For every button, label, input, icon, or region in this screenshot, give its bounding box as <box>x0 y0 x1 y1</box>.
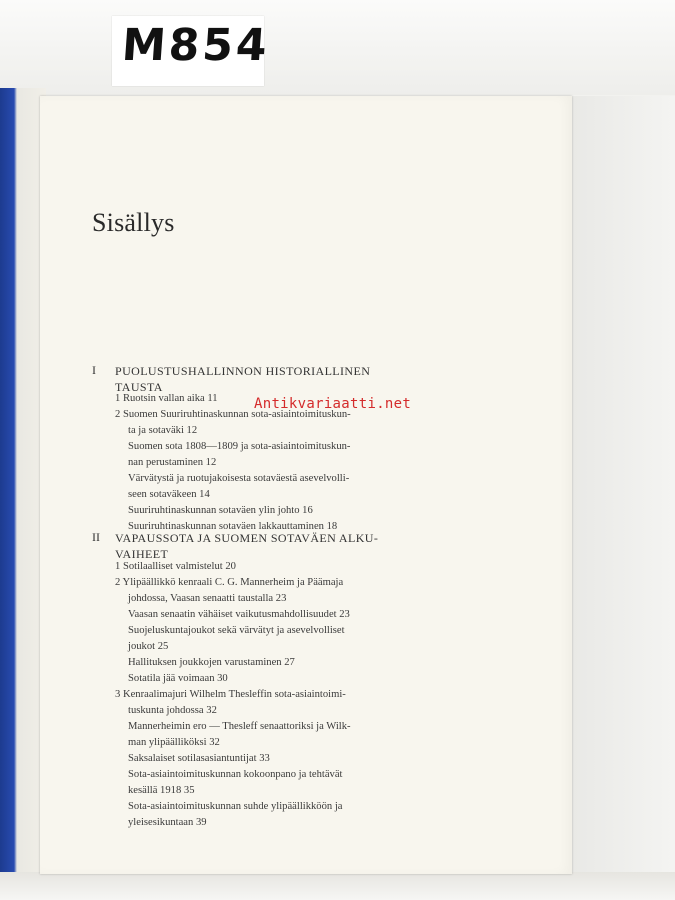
background-top <box>0 0 675 95</box>
toc-entry: ta ja sotaväki 12 <box>128 425 198 436</box>
chapter-number: II <box>92 530 100 544</box>
chapter-title-line: TAUSTA <box>115 380 163 394</box>
toc-entry: Vaasan senaatin vähäiset vaikutusmahdollisuudet 23 <box>128 609 350 620</box>
toc-entry: Suuriruhtinaskunnan sotaväen lakkauttaminen 18 <box>128 521 338 532</box>
toc-entry: 2 Ylipäällikkö kenraali C. G. Mannerheim ja Päämaja <box>115 577 344 588</box>
toc-entry: Suojeluskuntajoukot sekä värvätyt ja asevelvolliset <box>128 625 345 636</box>
toc-entry: johdossa, Vaasan senaatti taustalla 23 <box>128 593 287 604</box>
toc-entry: Suomen sota 1808—1809 ja sota-asiaintoimituskun- <box>128 441 351 452</box>
label-sticker <box>112 16 272 86</box>
toc-entry: tuskunta johdossa 32 <box>128 705 217 716</box>
toc-entry: Saksalaiset sotilasasiantuntijat 33 <box>128 753 270 764</box>
toc-entry: Sota-asiaintoimituskunnan suhde ylipäällikköön ja <box>128 801 343 812</box>
chapter-title-line: VAIHEET <box>115 547 169 561</box>
chapter-title-line: VAPAUSSOTA JA SUOMEN SOTAVÄEN ALKU- <box>115 531 379 545</box>
watermark-text: Antikvariaatti.net <box>254 396 412 412</box>
toc-entry: Hallituksen joukkojen varustaminen 27 <box>128 657 295 668</box>
toc-entry: man ylipäälliköksi 32 <box>128 737 220 748</box>
toc-entry: nan perustaminen 12 <box>128 457 217 468</box>
toc-entry: 1 Sotilaalliset valmistelut 20 <box>115 561 236 572</box>
toc-entry: Sotatila jää voimaan 30 <box>128 673 228 684</box>
toc-entry: kesällä 1918 35 <box>128 785 195 796</box>
toc-entry: Sota-asiaintoimituskunnan kokoonpano ja tehtävät <box>128 769 343 780</box>
background-bottom <box>0 872 675 900</box>
chapter-number: I <box>92 363 96 377</box>
background-right <box>572 96 675 900</box>
sticker-code: M854 <box>120 20 272 71</box>
toc-entry: 3 Kenraalimajuri Wilhelm Thesleffin sota-asiaintoimi- <box>115 689 346 700</box>
chapter-title-line: PUOLUSTUSHALLINNON HISTORIALLINEN <box>115 364 371 378</box>
toc-entry: seen sotaväkeen 14 <box>128 489 210 500</box>
toc-entry: yleisesikuntaan 39 <box>128 817 207 828</box>
toc-entry: 1 Ruotsin vallan aika 11 <box>115 393 218 404</box>
toc-entry: Värvätystä ja ruotujakoisesta sotaväestä asevelvolli- <box>128 473 350 484</box>
toc-entry: Suuriruhtinaskunnan sotaväen ylin johto 16 <box>128 505 313 516</box>
toc-entry: Mannerheimin ero — Thesleff senaattoriksi ja Wilk- <box>128 721 351 732</box>
toc-entry: joukot 25 <box>128 641 169 652</box>
page-title: Sisällys <box>92 208 175 237</box>
chapter-title <box>115 530 390 562</box>
toc-entry: 2 Suomen Suuriruhtinaskunnan sota-asiaintoimituskun- <box>115 409 351 420</box>
